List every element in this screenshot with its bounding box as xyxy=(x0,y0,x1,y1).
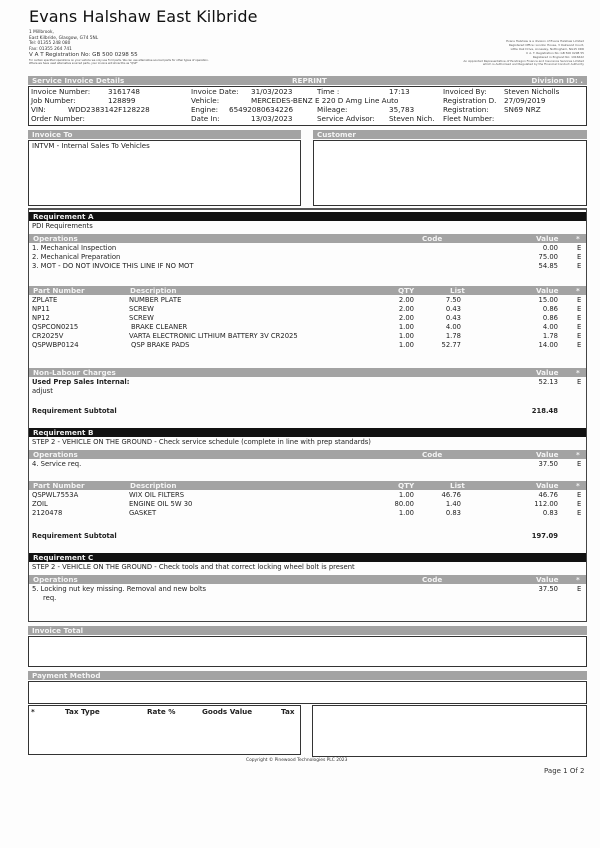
operation-row xyxy=(30,585,586,593)
operation-row xyxy=(30,460,586,468)
part-flag: E xyxy=(577,341,582,349)
col-value: Value xyxy=(536,450,559,459)
service-advisor-label: Service Advisor: xyxy=(317,114,375,123)
invoice-date-label: Invoice Date: xyxy=(191,87,239,96)
parts-disclaimer: For certain specified operations on your vehicle we only use Ford parts. We can use alternative sourced parts for other types of operation. xyxy=(29,58,209,62)
part-flag: E xyxy=(577,332,582,340)
part-flag: E xyxy=(577,296,582,304)
requirement-b-subtotal-row xyxy=(30,532,586,540)
customer-bar xyxy=(313,130,587,139)
part-description: BRAKE CLEANER xyxy=(131,323,188,331)
part-row xyxy=(30,305,586,313)
order-number-label: Order Number: xyxy=(31,114,85,123)
col-star: * xyxy=(576,450,580,459)
customer-title: Customer xyxy=(317,130,356,139)
part-description: NUMBER PLATE xyxy=(129,296,182,304)
part-description: SCREW xyxy=(129,314,154,322)
col-value: Value xyxy=(536,286,559,295)
part-list-price: 4.00 xyxy=(445,323,461,331)
part-qty: 1.00 xyxy=(398,509,414,517)
col-part-number: Part Number xyxy=(33,286,85,295)
part-row xyxy=(30,332,586,340)
non-labour-label: Used Prep Sales Internal: xyxy=(32,378,130,386)
part-value: 0.83 xyxy=(542,509,558,517)
part-number: ZPLATE xyxy=(32,296,58,304)
time: 17:13 xyxy=(389,87,410,96)
part-qty: 1.00 xyxy=(398,341,414,349)
invoice-to-box xyxy=(28,140,301,206)
page-number: Page 1 Of 2 xyxy=(544,767,585,775)
part-number: CR2025V xyxy=(32,332,64,340)
part-qty: 1.00 xyxy=(398,323,414,331)
part-row xyxy=(30,323,586,331)
part-list-price: 52.77 xyxy=(441,341,461,349)
operation-value: 37.50 xyxy=(538,585,558,593)
col-non-labour: Non-Labour Charges xyxy=(33,368,116,377)
payment-method-title: Payment Method xyxy=(32,671,101,680)
part-description: VARTA ELECTRONIC LITHIUM BATTERY 3V CR2025 xyxy=(129,332,298,340)
col-value: Value xyxy=(536,368,559,377)
parts-disclaimer: Where we have used alternative sourced parts, your invoice will show this as "QSP" xyxy=(29,62,138,66)
col-part-number: Part Number xyxy=(33,481,85,490)
legal-line: Registered Office: London House, 3 Oakwood Court, xyxy=(508,42,584,47)
date-in-label: Date In: xyxy=(191,114,220,123)
part-qty: 2.00 xyxy=(398,296,414,304)
address-line: Tel: 01355 248 080 xyxy=(29,41,71,47)
part-number: QSPWBP0124 xyxy=(32,341,79,349)
date-in: 13/03/2023 xyxy=(251,114,293,123)
service-advisor: Steven Nich. xyxy=(389,114,435,123)
part-qty: 2.00 xyxy=(398,305,414,313)
part-value: 14.00 xyxy=(538,341,558,349)
company-name: Evans Halshaw East Kilbride xyxy=(29,7,258,26)
col-list: List xyxy=(450,481,465,490)
col-operations: Operations xyxy=(33,575,78,584)
requirement-a-title: Requirement A xyxy=(33,212,94,221)
subtitle-text: STEP 2 - VEHICLE ON THE GROUND - Check service schedule (complete in line with prep standards) xyxy=(32,438,371,446)
part-list-price: 46.76 xyxy=(441,491,461,499)
operations-header xyxy=(29,575,586,584)
part-row xyxy=(30,509,586,517)
col-operations: Operations xyxy=(33,450,78,459)
operation-flag: E xyxy=(577,253,582,261)
requirement-b-title: Requirement B xyxy=(33,428,94,437)
part-number: NP11 xyxy=(32,305,50,313)
part-row xyxy=(30,491,586,499)
part-list-price: 0.43 xyxy=(445,305,461,313)
operation-value: 54.85 xyxy=(538,262,558,270)
invoice-to-bar xyxy=(28,130,301,139)
part-qty: 1.00 xyxy=(398,491,414,499)
operation-text: 1. Mechanical Inspection xyxy=(32,244,117,252)
address-line: Fax: 01355 264 741 xyxy=(29,46,72,52)
part-row xyxy=(30,500,586,508)
engine: 65492080634226 xyxy=(229,105,294,114)
mileage: 35,783 xyxy=(389,105,415,114)
subtotal-value: 197.09 xyxy=(531,532,558,540)
address-line: 1 Millbrook, xyxy=(29,30,54,35)
col-star: * xyxy=(576,575,580,584)
part-list-price: 0.83 xyxy=(445,509,461,517)
part-flag: E xyxy=(577,491,582,499)
invoice-date: 31/03/2023 xyxy=(251,87,293,96)
invoiced-by-label: Invoiced By: xyxy=(443,87,487,96)
tax-col-tax: Tax xyxy=(281,707,295,716)
tax-summary-box xyxy=(312,705,587,757)
part-flag: E xyxy=(577,509,582,517)
subtitle-text: STEP 2 - VEHICLE ON THE GROUND - Check tools and that correct locking wheel bolt is present xyxy=(32,563,355,571)
engine-label: Engine: xyxy=(191,105,219,114)
legal-line: Evans Halshaw is a division of Evans Halshaw Limited xyxy=(506,39,584,43)
requirement-a-subtotal-row xyxy=(30,407,586,415)
non-labour-note-row xyxy=(30,387,586,395)
requirement-b-bar xyxy=(29,428,586,437)
part-value: 112.00 xyxy=(534,500,558,508)
invoice-total-bar xyxy=(28,626,587,635)
requirement-a-bar xyxy=(29,212,586,221)
non-labour-flag: E xyxy=(577,378,582,386)
col-star: * xyxy=(576,368,580,377)
requirement-b-subtitle xyxy=(30,438,586,446)
non-labour-header xyxy=(29,368,586,377)
registration-date-label: Registration D. xyxy=(443,96,497,105)
invoice-number-label: Invoice Number: xyxy=(31,87,91,96)
legal-line: Little Oak Drive, Annesley, Nottingham, NG15 0DR xyxy=(510,46,584,51)
customer-box xyxy=(313,140,587,206)
col-qty: QTY xyxy=(398,286,415,295)
operation-text: 4. Service req. xyxy=(32,460,82,468)
invoiced-by: Steven Nicholls xyxy=(504,87,560,96)
tax-col-goods-value: Goods Value xyxy=(202,707,253,716)
job-number: 128899 xyxy=(108,96,136,105)
parts-header xyxy=(29,481,586,490)
invoice-to-text: INTVM - Internal Sales To Vehicles xyxy=(32,142,150,150)
invoice-total-box xyxy=(28,636,587,667)
col-qty: QTY xyxy=(398,481,415,490)
part-value: 4.00 xyxy=(542,323,558,331)
payment-method-bar xyxy=(28,671,587,680)
part-number: ZOIL xyxy=(32,500,48,508)
part-list-price: 0.43 xyxy=(445,314,461,322)
part-description: ENGINE OIL 5W 30 xyxy=(129,500,193,508)
company-address xyxy=(29,30,209,66)
requirement-c-bar xyxy=(29,553,586,562)
payment-method-box xyxy=(28,681,587,704)
part-list-price: 7.50 xyxy=(445,296,461,304)
legal-line: which is Authorised and Regulated by the Financial Conduct Authority xyxy=(482,62,584,67)
part-flag: E xyxy=(577,323,582,331)
col-list: List xyxy=(450,286,465,295)
part-row xyxy=(30,341,586,349)
col-star: * xyxy=(576,286,580,295)
vin: WDD2383142F128228 xyxy=(68,105,150,114)
non-labour-value: 52.13 xyxy=(538,378,558,386)
part-row xyxy=(30,296,586,304)
operation-flag: E xyxy=(577,244,582,252)
registration-date: 27/09/2019 xyxy=(504,96,546,105)
operation-flag: E xyxy=(577,460,582,468)
time-label: Time : xyxy=(317,87,340,96)
operation-flag: E xyxy=(577,262,582,270)
requirement-c-subtitle xyxy=(30,563,586,571)
service-invoice-details-bar xyxy=(28,76,587,85)
details-title: Service Invoice Details xyxy=(32,76,125,85)
part-number: QSPWL7553A xyxy=(32,491,79,499)
legal-notice xyxy=(384,40,584,67)
tax-col-rate: Rate % xyxy=(147,707,176,716)
subtitle-text: PDI Requirements xyxy=(32,222,93,230)
part-value: 0.86 xyxy=(542,305,558,313)
col-operations: Operations xyxy=(33,234,78,243)
col-value: Value xyxy=(536,234,559,243)
fleet-number-label: Fleet Number: xyxy=(443,114,495,123)
legal-line: Registered in England No: 1916622 xyxy=(532,54,584,59)
invoice-total-title: Invoice Total xyxy=(32,626,84,635)
part-description: SCREW xyxy=(129,305,154,313)
part-description: WIX OIL FILTERS xyxy=(129,491,185,499)
part-flag: E xyxy=(577,314,582,322)
registration-label: Registration: xyxy=(443,105,489,114)
subtotal-value: 218.48 xyxy=(531,407,558,415)
col-value: Value xyxy=(536,481,559,490)
reprint-label: REPRINT xyxy=(292,76,327,85)
operation-row xyxy=(30,262,586,270)
part-list-price: 1.78 xyxy=(445,332,461,340)
legal-line: An Appointed Representative of Pendragon Finance and Insurance Services Limited xyxy=(463,58,584,63)
part-flag: E xyxy=(577,500,582,508)
col-star: * xyxy=(576,481,580,490)
operation-row xyxy=(30,253,586,261)
copyright: Copyright © Pinewood Technologies PLC 2023 xyxy=(246,758,348,763)
part-number: NP12 xyxy=(32,314,50,322)
mileage-label: Mileage: xyxy=(317,105,348,114)
requirement-c-title: Requirement C xyxy=(33,553,94,562)
part-value: 0.86 xyxy=(542,314,558,322)
part-qty: 2.00 xyxy=(398,314,414,322)
subtotal-label: Requirement Subtotal xyxy=(32,532,117,540)
operation-value: 75.00 xyxy=(538,253,558,261)
part-value: 46.76 xyxy=(538,491,558,499)
operation-continuation-row xyxy=(30,594,586,602)
operation-text: 5. Locking nut key missing. Removal and new bolts xyxy=(32,585,207,593)
address-line: East Kilbride, Glasgow, G74 5NL xyxy=(29,35,99,41)
col-description: Description xyxy=(130,481,177,490)
col-code: Code xyxy=(422,450,443,459)
job-number-label: Job Number: xyxy=(31,96,76,105)
part-value: 1.78 xyxy=(542,332,558,340)
legal-line: V. A. T. Registration No: GB 500 0298 55 xyxy=(525,50,584,55)
part-description: GASKET xyxy=(129,509,157,517)
invoice-number: 3161748 xyxy=(108,87,141,96)
part-list-price: 1.40 xyxy=(445,500,461,508)
col-value: Value xyxy=(536,575,559,584)
operation-value: 0.00 xyxy=(542,244,558,252)
vat-registration: V A T Registration No: GB 500 0298 55 xyxy=(29,52,138,59)
col-code: Code xyxy=(422,234,443,243)
operations-header xyxy=(29,450,586,459)
subtotal-label: Requirement Subtotal xyxy=(32,407,117,415)
operations-header xyxy=(29,234,586,243)
part-description: QSP BRAKE PADS xyxy=(131,341,190,349)
col-code: Code xyxy=(422,575,443,584)
vin-label: VIN: xyxy=(31,105,46,114)
tax-col-star: * xyxy=(31,707,35,716)
parts-header xyxy=(29,286,586,295)
division-id: Division ID: . xyxy=(531,76,583,85)
registration: SN69 NRZ xyxy=(504,105,541,114)
tax-col-type: Tax Type xyxy=(65,707,100,716)
operation-text: 2. Mechanical Preparation xyxy=(32,253,121,261)
operation-text: 3. MOT - DO NOT INVOICE THIS LINE IF NO MOT xyxy=(32,262,194,270)
vehicle: MERCEDES-BENZ E 220 D Amg Line Auto xyxy=(251,96,399,105)
col-description: Description xyxy=(130,286,177,295)
requirement-a-subtitle xyxy=(30,222,586,230)
part-value: 15.00 xyxy=(538,296,558,304)
vehicle-label: Vehicle: xyxy=(191,96,220,105)
operation-row xyxy=(30,244,586,252)
invoice-to-title: Invoice To xyxy=(32,130,73,139)
operation-text-continued: req. xyxy=(43,594,57,602)
part-flag: E xyxy=(577,305,582,313)
col-star: * xyxy=(576,234,580,243)
non-labour-row xyxy=(30,378,586,386)
part-number: QSPCON0215 xyxy=(32,323,79,331)
operation-flag: E xyxy=(577,585,582,593)
part-number: 2120478 xyxy=(32,509,63,517)
non-labour-note: adjust xyxy=(32,387,53,395)
part-row xyxy=(30,314,586,322)
operation-value: 37.50 xyxy=(538,460,558,468)
part-qty: 80.00 xyxy=(394,500,414,508)
part-qty: 1.00 xyxy=(398,332,414,340)
